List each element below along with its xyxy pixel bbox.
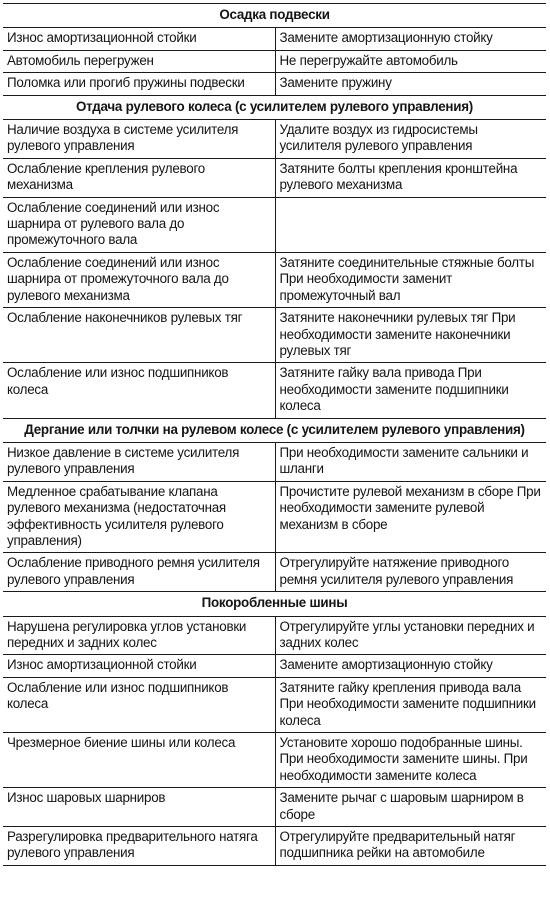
fix-cell: При необходимости замените сальники и шланги: [275, 442, 546, 481]
fix-cell: Отрегулируйте натяжение приводного ремня усилителя рулевого управления: [275, 553, 546, 592]
table-row: [3, 363, 546, 418]
fix-cell: Затяните болты крепления кронштейна рулевого механизма: [275, 158, 546, 197]
cause-cell: Ослабление крепления рулевого механизма: [3, 158, 275, 197]
table-row: [3, 442, 546, 481]
fix-cell: Прочистите рулевой механизм в сборе При необходимости замените рулевой механизм в сборе: [275, 481, 546, 553]
fix-cell: Замените пружину: [275, 73, 546, 95]
fix-cell: Замените амортизационную стойку: [275, 28, 546, 50]
section-header: [3, 4, 546, 28]
table-row: [3, 197, 546, 252]
fix-cell: Отрегулируйте предварительный натяг подшипника рейки на автомобиле: [275, 827, 546, 866]
fix-cell: Установите хорошо подобранные шины. При необходимости замените шины. При необходимости замените колеса: [275, 733, 546, 788]
fix-cell: Не перегружайте автомобиль: [275, 50, 546, 72]
fix-cell: Затяните гайку вала привода При необходимости замените подшипники колеса: [275, 363, 546, 418]
table-row: [3, 28, 546, 50]
table-row: [3, 733, 546, 788]
section-header: [3, 95, 546, 119]
troubleshooting-table: [3, 3, 546, 866]
cause-cell: Разрегулировка предварительного натяга рулевого управления: [3, 827, 275, 866]
table-row: [3, 616, 546, 655]
fix-cell: Затяните гайку крепления привода вала При необходимости замените подшипники колеса: [275, 677, 546, 732]
table-row: [3, 655, 546, 677]
table-row: [3, 553, 546, 592]
table-row: [3, 50, 546, 72]
cause-cell: Ослабление или износ подшипников колеса: [3, 677, 275, 732]
cause-cell: Износ амортизационной стойки: [3, 655, 275, 677]
section-title: Осадка подвески: [3, 4, 546, 28]
cause-cell: Ослабление соединений или износ шарнира от промежуточного вала до рулевого механизма: [3, 252, 275, 307]
table-row: [3, 677, 546, 732]
fix-cell: [275, 197, 546, 252]
fix-cell: Замените амортизационную стойку: [275, 655, 546, 677]
cause-cell: Ослабление соединений или износ шарнира от рулевого вала до промежуточного вала: [3, 197, 275, 252]
table-row: [3, 252, 546, 307]
cause-cell: Износ амортизационной стойки: [3, 28, 275, 50]
section-title: Отдача рулевого колеса (с усилителем рулевого управления): [3, 95, 546, 119]
fix-cell: Удалите воздух из гидросистемы усилителя рулевого управления: [275, 120, 546, 159]
section-title: Покоробленные шины: [3, 592, 546, 616]
cause-cell: Чрезмерное биение шины или колеса: [3, 733, 275, 788]
table-row: [3, 827, 546, 866]
cause-cell: Ослабление или износ подшипников колеса: [3, 363, 275, 418]
cause-cell: Износ шаровых шарниров: [3, 788, 275, 827]
section-title: Дергание или толчки на рулевом колесе (с усилителем рулевого управления): [3, 418, 546, 442]
cause-cell: Поломка или прогиб пружины подвески: [3, 73, 275, 95]
section-header: [3, 418, 546, 442]
table-row: [3, 788, 546, 827]
cause-cell: Автомобиль перегружен: [3, 50, 275, 72]
fix-cell: Затяните соединительные стяжные болты При необходимости заменит промежуточный вал: [275, 252, 546, 307]
section-header: [3, 592, 546, 616]
cause-cell: Ослабление приводного ремня усилителя рулевого управления: [3, 553, 275, 592]
table-row: [3, 481, 546, 553]
cause-cell: Медленное срабатывание клапана рулевого механизма (недостаточная эффективность усилителя рулевого управления): [3, 481, 275, 553]
cause-cell: Низкое давление в системе усилителя рулевого управления: [3, 442, 275, 481]
troubleshooting-document: [3, 3, 546, 866]
fix-cell: Затяните наконечники рулевых тяг При необходимости замените наконечники рулевых тяг: [275, 308, 546, 363]
fix-cell: Отрегулируйте углы установки передних и задних колес: [275, 616, 546, 655]
table-row: [3, 158, 546, 197]
cause-cell: Наличие воздуха в системе усилителя рулевого управления: [3, 120, 275, 159]
table-row: [3, 308, 546, 363]
cause-cell: Нарушена регулировка углов установки передних и задних колес: [3, 616, 275, 655]
cause-cell: Ослабление наконечников рулевых тяг: [3, 308, 275, 363]
fix-cell: Замените рычаг с шаровым шарниром в сборе: [275, 788, 546, 827]
table-row: [3, 120, 546, 159]
table-row: [3, 73, 546, 95]
